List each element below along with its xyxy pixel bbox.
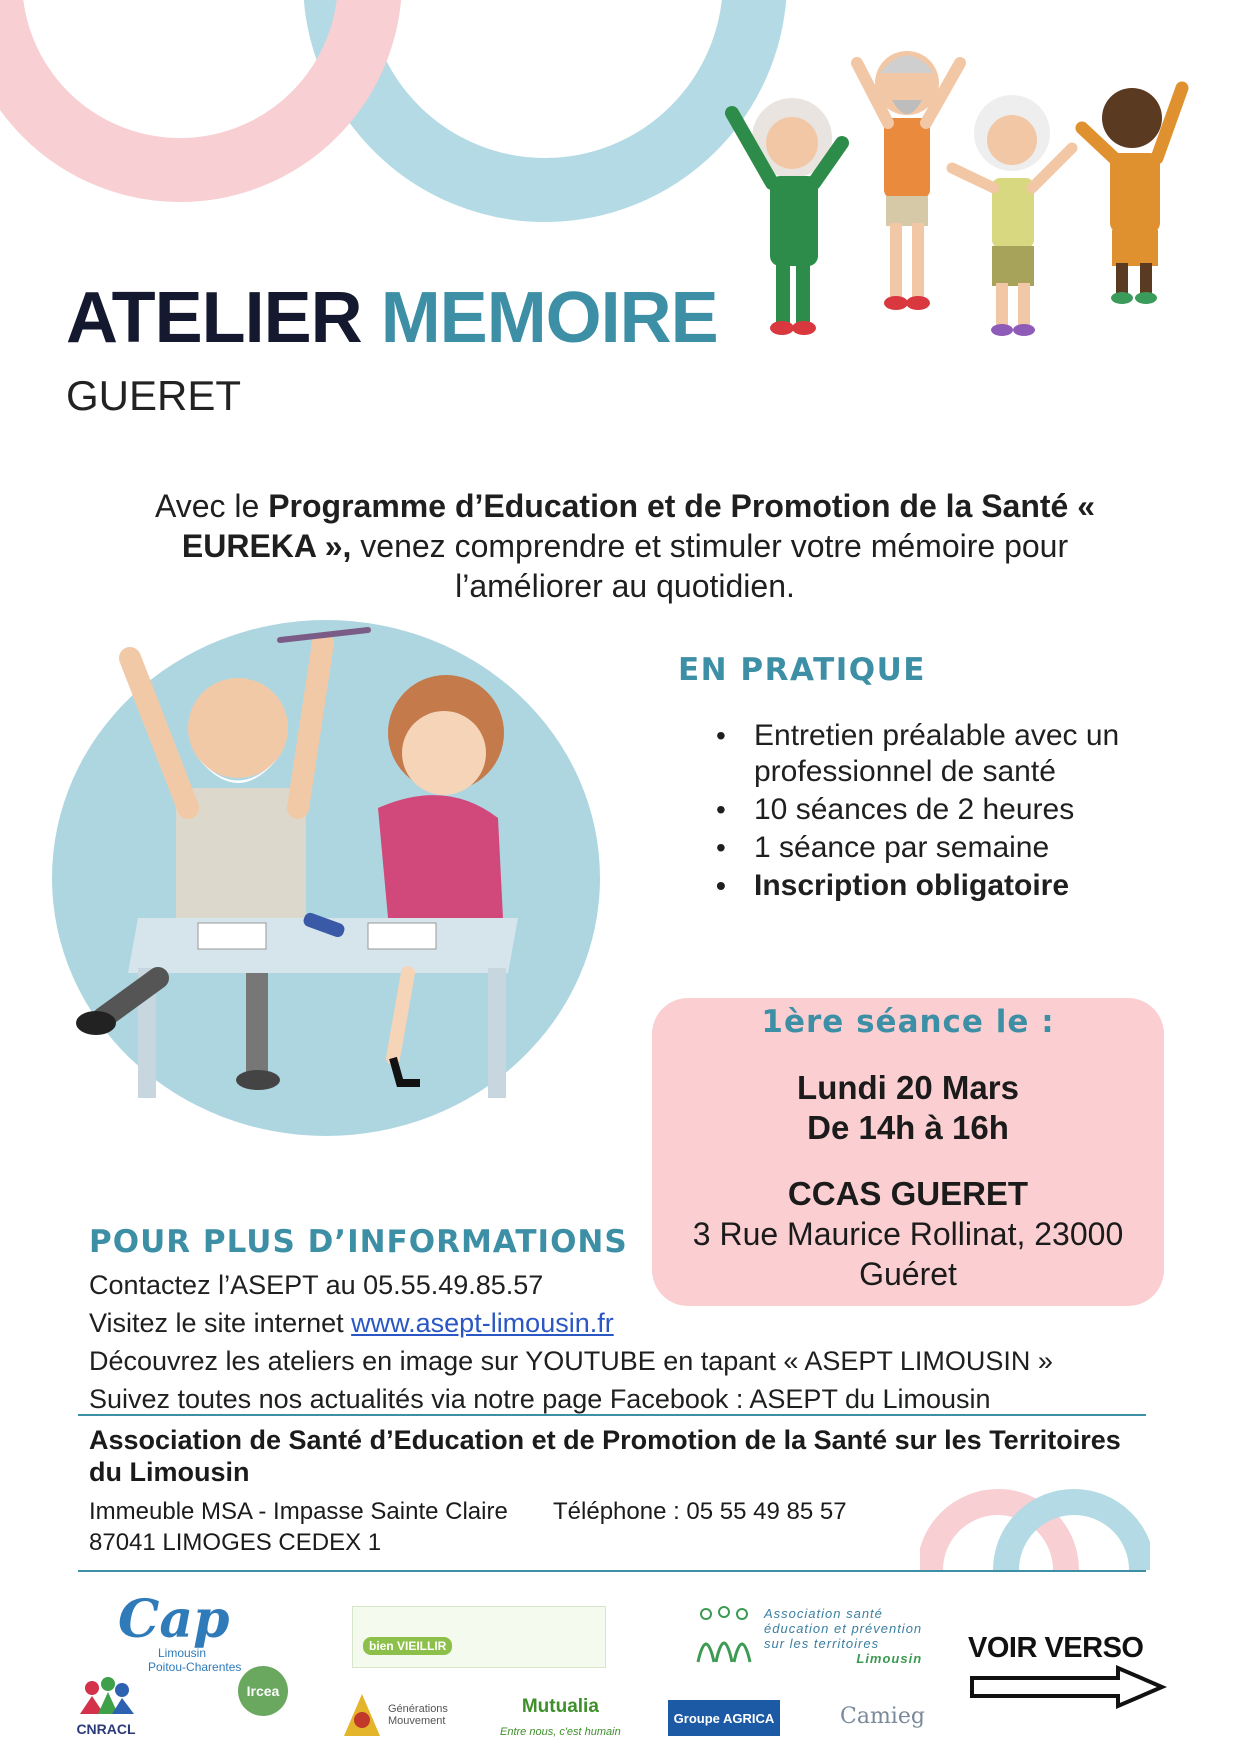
session-place: CCAS GUERET <box>787 1175 1029 1212</box>
list-item: • 1 séance par semaine <box>716 830 1156 866</box>
session-time: De 14h à 16h <box>807 1109 1009 1146</box>
divider <box>78 1414 1146 1416</box>
arrow-right-icon <box>968 1664 1168 1710</box>
list-item: • Inscription obligatoire <box>716 868 1156 904</box>
asept-people-icon <box>694 1606 758 1666</box>
website-link[interactable]: www.asept-limousin.fr <box>351 1308 614 1338</box>
divider <box>78 1570 1146 1572</box>
info-heading: POUR PLUS D’INFORMATIONS <box>89 1224 628 1260</box>
city-subtitle: GUERET <box>66 372 242 419</box>
asept-line-2: éducation et prévention <box>764 1621 923 1636</box>
intro-program: Programme d’Education et de Promotion de la Santé « EUREKA », <box>181 488 1096 564</box>
generations-icon <box>340 1690 384 1740</box>
asept-line-3: sur les territoires <box>764 1636 880 1651</box>
info-lines <box>89 1266 1053 1418</box>
mutualia-text: Mutualia <box>521 1696 599 1717</box>
title-part-2: MEMOIRE <box>380 278 718 358</box>
cap-logo-sub1: Limousin <box>158 1646 207 1660</box>
info-facebook: Suivez toutes nos actualités via notre page Facebook : ASEPT du Limousin <box>89 1384 991 1414</box>
session-box <box>652 998 1164 1306</box>
intro-paragraph <box>110 486 1140 606</box>
practice-heading: EN PRATIQUE <box>678 652 926 688</box>
session-day: Lundi 20 Mars <box>797 1069 1019 1106</box>
association-address <box>89 1496 508 1558</box>
mutualia-logo <box>500 1696 621 1738</box>
info-site-prefix: Visitez le site internet <box>89 1308 352 1338</box>
title-part-1: ATELIER <box>66 278 362 358</box>
intro-prefix: Avec le <box>154 488 269 524</box>
association-phone: Téléphone : 05 55 49 85 57 <box>553 1498 847 1525</box>
address-line-2: 87041 LIMOGES CEDEX 1 <box>89 1529 382 1556</box>
generations-text: Générations Mouvement <box>388 1703 448 1727</box>
asept-logo <box>694 1606 922 1666</box>
asept-line-1: Association santé <box>764 1606 883 1621</box>
asept-line-4: Limousin <box>856 1651 923 1666</box>
info-site <box>89 1304 1053 1342</box>
list-item: • 10 séances de 2 heures <box>716 792 1156 828</box>
workshop-illustration <box>48 618 608 1138</box>
page-title <box>66 278 718 358</box>
info-youtube: Découvrez les ateliers en image sur YOUTUBE en tapant « ASEPT LIMOUSIN » <box>89 1346 1053 1376</box>
cnracl-logo <box>74 1676 138 1737</box>
address-line-1: Immeuble MSA - Impasse Sainte Claire <box>89 1498 508 1525</box>
generations-mouvement-logo <box>340 1690 458 1740</box>
agrica-logo: Groupe AGRICA <box>668 1700 780 1736</box>
cap-logo-sub2: Poitou-Charentes <box>148 1660 242 1674</box>
intro-rest: venez comprendre et stimuler votre mémoire pour l’améliorer au quotidien. <box>351 528 1069 604</box>
cnracl-logo-text: CNRACL <box>76 1721 136 1737</box>
title-block <box>66 278 718 420</box>
list-item: • Entretien préalable avec un professionnel de santé <box>716 718 1156 790</box>
cap-logo <box>118 1589 242 1674</box>
info-contact: Contactez l’ASEPT au 05.55.49.85.57 <box>89 1270 544 1300</box>
voir-verso-label: VOIR VERSO <box>968 1632 1144 1664</box>
decorative-rings-small <box>920 1470 1150 1580</box>
association-name: Association de Santé d’Education et de Promotion de la Santé sur les Territoires du Limousin <box>89 1425 1121 1487</box>
irsea-logo: Ircea <box>238 1666 288 1716</box>
mutualia-tagline: Entre nous, c'est humain <box>500 1726 621 1738</box>
seniors-illustration <box>692 18 1212 358</box>
cap-logo-text: Cap <box>118 1589 230 1650</box>
cnracl-icon <box>74 1676 138 1716</box>
session-address: 3 Rue Maurice Rollinat, 23000 Guéret <box>692 1216 1124 1292</box>
bien-vieillir-logo <box>352 1606 606 1668</box>
session-date <box>652 1068 1164 1148</box>
session-heading: 1ère séance le : <box>761 1004 1055 1040</box>
camieg-logo: Camieg <box>840 1704 925 1729</box>
bien-vieillir-text: bien VIEILLIR <box>363 1637 452 1655</box>
practice-list <box>716 718 1156 906</box>
